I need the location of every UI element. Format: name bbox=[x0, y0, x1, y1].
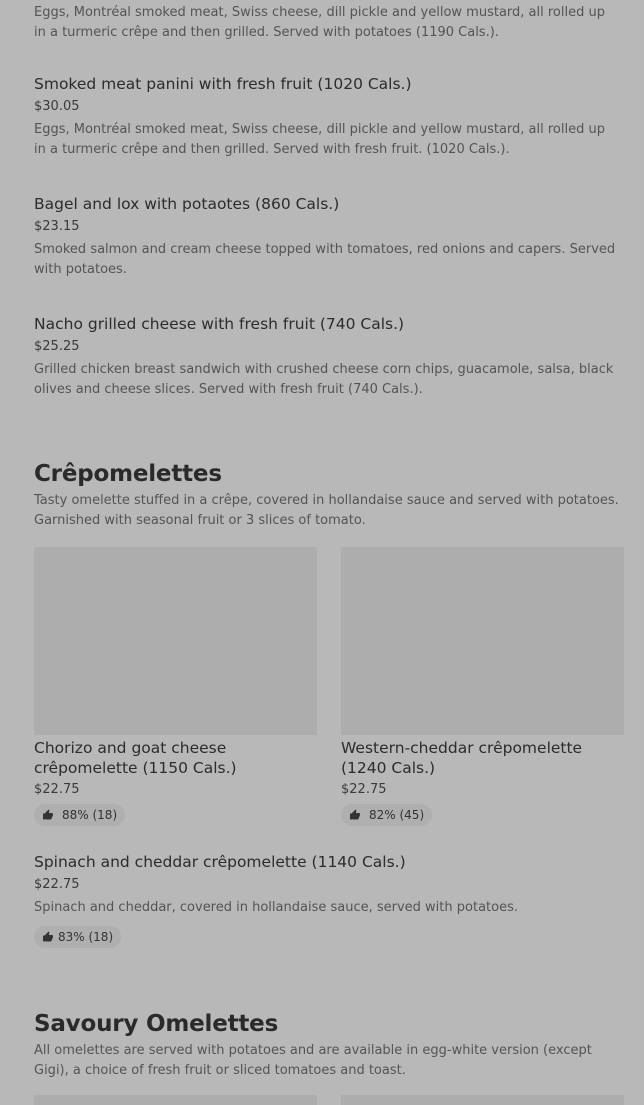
item-price: $22.75 bbox=[341, 782, 387, 797]
rating-badge bbox=[341, 804, 432, 826]
rating-badge bbox=[34, 804, 125, 826]
menu-item[interactable] bbox=[34, 3, 619, 43]
menu-item[interactable] bbox=[34, 314, 619, 400]
item-title: Smoked meat panini with fresh fruit (1020 Cals.) bbox=[34, 75, 412, 93]
item-description: Spinach and cheddar, covered in hollandaise sauce, served with potatoes. bbox=[34, 900, 518, 915]
thumbs-up-icon bbox=[349, 809, 361, 821]
item-price: $25.25 bbox=[34, 339, 80, 354]
item-price: $30.05 bbox=[34, 99, 80, 114]
item-title: Nacho grilled cheese with fresh fruit (740 Cals.) bbox=[34, 315, 405, 333]
item-description: Eggs, Montréal smoked meat, Swiss cheese, dill pickle and yellow mustard, all rolled up in a turmeric crêpe and then grilled. Served with potatoes (1190 Cals.). bbox=[34, 5, 605, 40]
item-title: Bagel and lox with potaotes (860 Cals.) bbox=[34, 195, 340, 213]
item-image[interactable] bbox=[34, 1095, 317, 1105]
section-title-savoury-omelettes: Savoury Omelettes bbox=[34, 1011, 279, 1037]
menu-item[interactable] bbox=[34, 74, 619, 160]
item-title: Chorizo and goat cheese crêpomelette (1150 Cals.) bbox=[34, 739, 237, 777]
rating-text: 83% (18) bbox=[58, 930, 114, 944]
item-image bbox=[341, 547, 624, 735]
item-description: Grilled chicken breast sandwich with crushed cheese corn chips, guacamole, salsa, black olives and cheese slices. Served with fresh fruit (740 Cals.). bbox=[34, 362, 614, 397]
menu-card[interactable] bbox=[341, 547, 624, 826]
thumbs-up-icon bbox=[42, 931, 54, 943]
menu-item[interactable] bbox=[34, 194, 619, 280]
rating-badge bbox=[34, 926, 121, 948]
rating-text: 82% (45) bbox=[369, 808, 425, 822]
item-image[interactable] bbox=[341, 1095, 624, 1105]
menu-card[interactable] bbox=[34, 547, 317, 826]
section-description: All omelettes are served with potatoes and are available in egg-white version (except Gigi), a choice of fresh fruit or sliced tomatoes and toast. bbox=[34, 1043, 592, 1078]
item-price: $22.75 bbox=[34, 782, 80, 797]
section-title-crepomelettes: Crêpomelettes bbox=[34, 461, 222, 487]
item-price: $23.15 bbox=[34, 219, 80, 234]
item-description: Eggs, Montréal smoked meat, Swiss cheese, dill pickle and yellow mustard, all rolled up in a turmeric crêpe and then grilled. Served with fresh fruit. (1020 Cals.). bbox=[34, 122, 605, 157]
thumbs-up-icon bbox=[42, 809, 54, 821]
item-price: $22.75 bbox=[34, 877, 80, 892]
item-description: Smoked salmon and cream cheese topped with tomatoes, red onions and capers. Served with potatoes. bbox=[34, 242, 616, 277]
item-title: Spinach and cheddar crêpomelette (1140 Cals.) bbox=[34, 853, 406, 871]
section-description: Tasty omelette stuffed in a crêpe, covered in hollandaise sauce and served with potatoes. Garnished with seasonal fruit or 3 slices of tomato. bbox=[34, 493, 619, 528]
item-image bbox=[34, 547, 317, 735]
menu-item[interactable] bbox=[34, 852, 619, 948]
rating-text: 88% (18) bbox=[62, 808, 118, 822]
item-title: Western-cheddar crêpomelette (1240 Cals.) bbox=[341, 739, 583, 777]
